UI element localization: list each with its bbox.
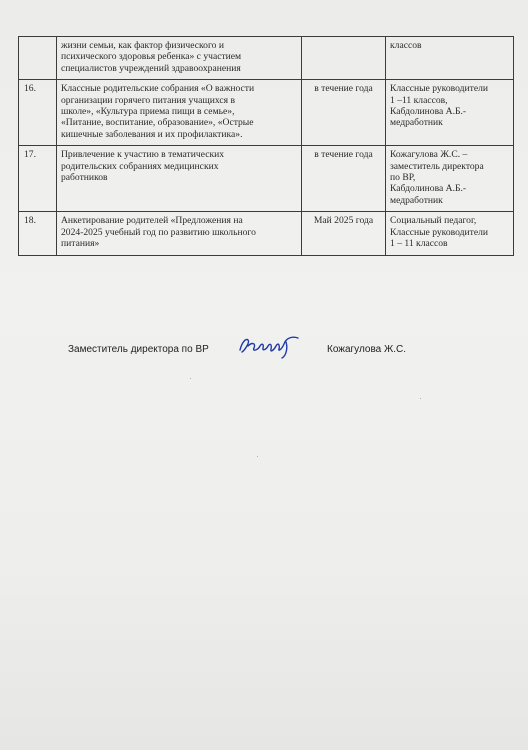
signatory-position: Заместитель директора по ВР xyxy=(68,344,209,355)
date-cell: в течение года xyxy=(302,146,386,212)
responsible-text-line: Кабдолинова А.Б.- xyxy=(390,106,467,118)
table-row xyxy=(19,37,514,80)
event-text-line: школе», «Культура приема пищи в семье», xyxy=(61,106,235,118)
signatory-name: Кожагулова Ж.С. xyxy=(327,344,407,355)
responsible-cell xyxy=(386,146,514,212)
table-body xyxy=(19,37,514,256)
table-row xyxy=(19,80,514,146)
event-cell xyxy=(57,37,302,80)
row-number: 16. xyxy=(19,80,57,146)
date-cell xyxy=(302,37,386,80)
responsible-text-line: 1 – 11 классов xyxy=(390,238,448,250)
event-text-line: Классные родительские собрания «О важности xyxy=(61,83,255,95)
responsible-text-line: классов xyxy=(390,40,422,51)
table-row xyxy=(19,146,514,212)
responsible-text-line: медработник xyxy=(390,194,443,206)
event-text-line: организации горячего питания учащихся в xyxy=(61,94,236,106)
row-number: 18. xyxy=(19,212,57,255)
responsible-text-line: Классные руководители xyxy=(390,226,489,238)
responsible-cell xyxy=(386,80,514,146)
responsible-text-line: Классные руководители xyxy=(390,83,489,95)
responsible-text-line: 1 –11 классов, xyxy=(390,94,448,106)
responsible-text-line: по ВР, xyxy=(390,172,416,184)
date-cell: Май 2025 года xyxy=(302,212,386,255)
event-cell xyxy=(57,80,302,146)
plan-table xyxy=(18,36,514,256)
date-cell: в течение года xyxy=(302,80,386,146)
table-row xyxy=(19,212,514,255)
event-text-line: жизни семьи, как фактор физического и xyxy=(61,40,224,51)
event-text-line: питания» xyxy=(61,238,100,250)
responsible-text-line: Кожагулова Ж.С. – xyxy=(390,149,468,161)
event-text-line: кишечные заболевания и их профилактика». xyxy=(61,128,243,140)
event-text-line: 2024-2025 учебный год по развитию школьного xyxy=(61,226,256,238)
event-text-line: «Питание, воспитание, образование», «Острые xyxy=(61,117,254,129)
responsible-text-line: Кабдолинова А.Б.- xyxy=(390,183,467,195)
responsible-text-line: медработник xyxy=(390,117,443,129)
paper-speck xyxy=(190,378,191,379)
event-text-line: специалистов учреждений здравоохранения xyxy=(61,62,241,74)
event-cell xyxy=(57,212,302,255)
event-text-line: работников xyxy=(61,172,108,184)
responsible-cell xyxy=(386,37,514,80)
event-text-line: родительских собраниях медицинских xyxy=(61,160,219,172)
paper-speck xyxy=(420,398,421,399)
event-cell xyxy=(57,146,302,212)
responsible-cell xyxy=(386,212,514,255)
responsible-text-line: Социальный педагог, xyxy=(390,215,477,227)
paper-speck xyxy=(257,456,258,457)
event-text-line: Анкетирование родителей «Предложения на xyxy=(61,215,243,227)
event-text-line: Привлечение к участию в тематических xyxy=(61,149,225,161)
signature xyxy=(236,330,306,360)
row-number: 17. xyxy=(19,146,57,212)
responsible-text-line: заместитель директора xyxy=(390,160,484,172)
event-text-line: психического здоровья ребенка» с участием xyxy=(61,51,242,63)
row-number xyxy=(19,37,57,80)
